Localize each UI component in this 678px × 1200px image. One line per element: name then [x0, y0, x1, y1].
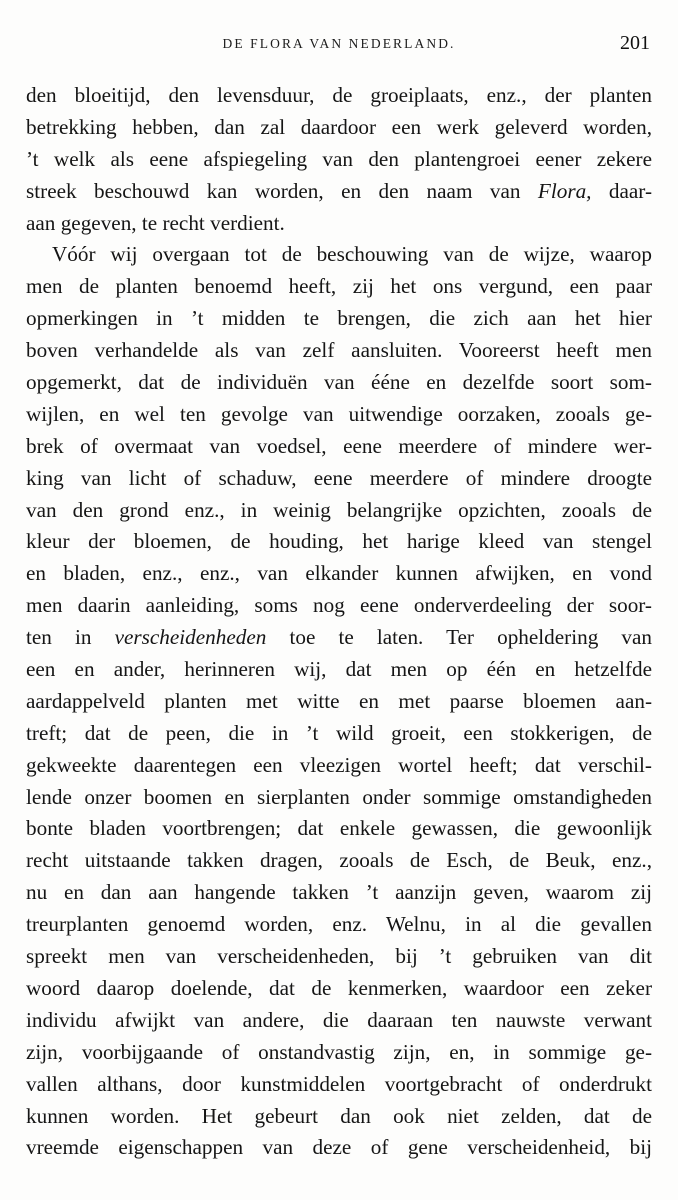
text-run: spreekt men van verscheidenheden, bij ’t gebruiken van dit	[26, 944, 652, 969]
text-run: treft; dat de peen, die in ’t wild groeit, een stokkerigen, de	[26, 720, 652, 745]
text-run: lende onzer boomen en sierplanten onder sommige omstandigheden	[26, 784, 652, 809]
text-line	[26, 335, 652, 367]
text-run: ten in	[26, 625, 115, 650]
text-line	[26, 526, 652, 558]
text-run: aan gegeven, te recht verdient.	[26, 210, 285, 235]
text-line	[26, 495, 652, 527]
text-run: Vóór wij overgaan tot de beschouwing van de wijze, waarop	[52, 242, 652, 267]
text-line	[26, 845, 652, 877]
text-line	[26, 909, 652, 941]
text-line	[26, 431, 652, 463]
text-run: betrekking hebben, dan zal daardoor een werk geleverd worden,	[26, 114, 652, 139]
text-run: een en ander, herinneren wij, dat men op één en hetzelfde	[26, 657, 652, 682]
text-run: daar-	[591, 178, 652, 203]
text-run: streek beschouwd kan worden, en den naam van	[26, 178, 538, 203]
text-line	[26, 590, 652, 622]
text-run: men de planten benoemd heeft, zij het ons vergund, een paar	[26, 274, 652, 299]
text-run: opmerkingen in ’t midden te brengen, die zich aan het hier	[26, 306, 652, 331]
text-run: woord daarop doelende, dat de kenmerken, waardoor een zeker	[26, 975, 652, 1000]
italic-text: Flora,	[537, 178, 592, 203]
running-head	[26, 34, 652, 58]
text-run: ’t welk als eene afspiegeling van den plantengroei eener zekere	[26, 146, 652, 171]
text-line	[26, 367, 652, 399]
text-run: king van licht of schaduw, eene meerdere of mindere droogte	[26, 465, 652, 490]
text-run: van den grond enz., in weinig belangrijke opzichten, zooals de	[26, 497, 652, 522]
text-run: kunnen worden. Het gebeurt dan ook niet zelden, dat de	[26, 1103, 652, 1128]
text-line	[26, 973, 652, 1005]
text-run: treurplanten genoemd worden, enz. Welnu, in al die gevallen	[26, 912, 652, 937]
text-line	[26, 1132, 652, 1164]
page-number: 201	[620, 32, 650, 54]
text-run: kleur der bloemen, de houding, het harige kleed van stengel	[26, 529, 652, 554]
body-text	[26, 80, 652, 1164]
text-line	[26, 80, 652, 112]
text-line	[26, 176, 652, 208]
text-line	[26, 1069, 652, 1101]
text-run: brek of overmaat van voedsel, eene meerdere of mindere wer-	[26, 433, 652, 458]
text-line	[26, 144, 652, 176]
text-line	[26, 463, 652, 495]
text-line	[26, 654, 652, 686]
text-line	[26, 239, 652, 271]
text-line	[26, 303, 652, 335]
text-run: men daarin aanleiding, soms nog eene onderverdeeling der soor-	[26, 593, 652, 618]
text-line	[26, 686, 652, 718]
text-line	[26, 399, 652, 431]
text-line	[26, 941, 652, 973]
text-run: vreemde eigenschappen van deze of gene verscheidenheid, bij	[26, 1135, 652, 1160]
text-run: recht uitstaande takken dragen, zooals de Esch, de Beuk, enz.,	[26, 848, 652, 873]
text-run: opgemerkt, dat de individuën van ééne en dezelfde soort som-	[26, 370, 652, 395]
text-run: wijlen, en wel ten gevolge van uitwendige oorzaken, zooals ge-	[26, 401, 652, 426]
text-line	[26, 718, 652, 750]
text-line	[26, 750, 652, 782]
running-title: DE FLORA VAN NEDERLAND.	[222, 36, 456, 51]
text-run: en bladen, enz., enz., van elkander kunnen afwijken, en vond	[26, 561, 652, 586]
text-run: aardappelveld planten met witte en met paarse bloemen aan-	[26, 688, 652, 713]
text-line	[26, 1037, 652, 1069]
italic-text: verscheidenheden	[114, 625, 267, 650]
text-line	[26, 1101, 652, 1133]
text-run: nu en dan aan hangende takken ’t aanzijn geven, waarom zij	[26, 880, 652, 905]
text-run: toe te laten. Ter opheldering van	[266, 625, 652, 650]
text-run: bonte bladen voortbrengen; dat enkele gewassen, die gewoonlijk	[26, 816, 652, 841]
text-line	[26, 813, 652, 845]
text-run: gekweekte daarentegen een vleezigen wortel heeft; dat verschil-	[26, 752, 652, 777]
text-line	[26, 622, 652, 654]
text-line	[26, 558, 652, 590]
text-run: zijn, voorbijgaande of onstandvastig zijn, en, in sommige ge-	[26, 1039, 652, 1064]
text-run: den bloeitijd, den levensduur, de groeiplaats, enz., der planten	[26, 83, 652, 107]
text-line	[26, 782, 652, 814]
text-run: individu afwijkt van andere, die daaraan ten nauwste verwant	[26, 1007, 652, 1032]
text-line	[26, 1005, 652, 1037]
text-line	[26, 208, 652, 240]
text-line	[26, 877, 652, 909]
text-line	[26, 271, 652, 303]
text-run: boven verhandelde als van zelf aansluiten. Vooreerst heeft men	[26, 338, 652, 363]
text-line	[26, 112, 652, 144]
text-run: vallen althans, door kunstmiddelen voortgebracht of onderdrukt	[26, 1071, 652, 1096]
